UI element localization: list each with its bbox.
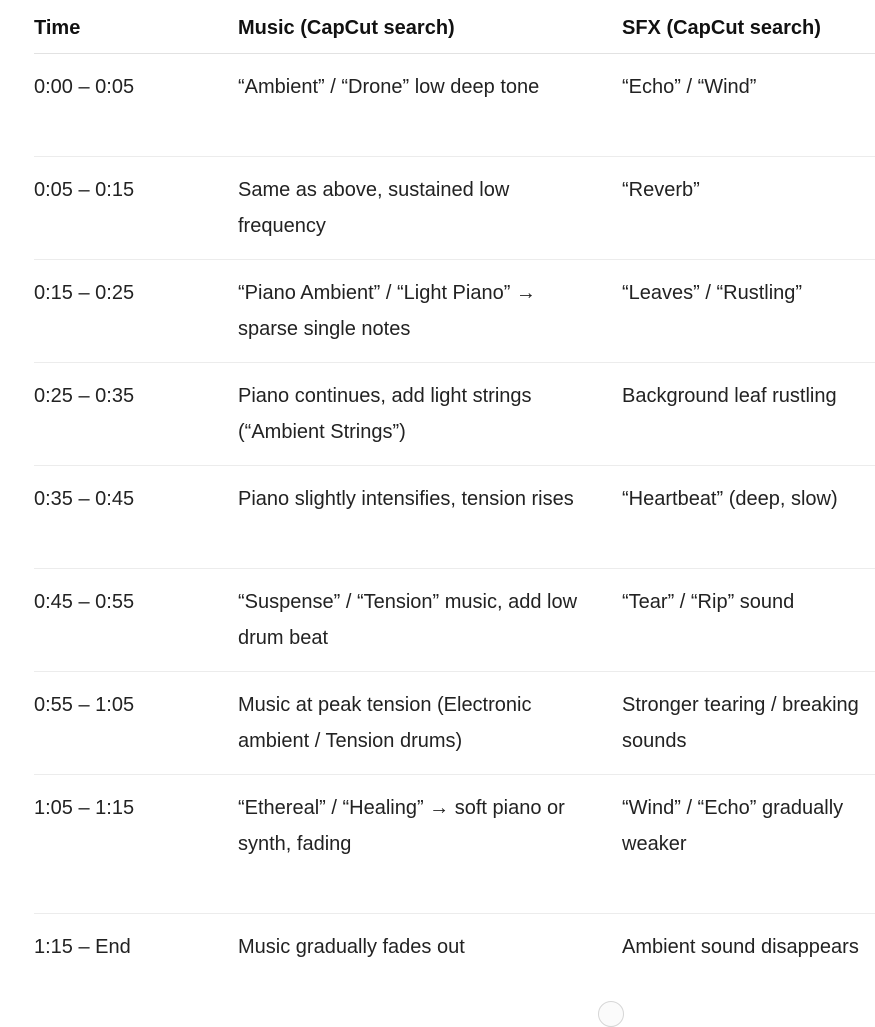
time-cell: 0:45 – 0:55 <box>34 591 135 613</box>
music-cell: Same as above, sustained low frequency <box>238 179 510 237</box>
sfx-cell: “Echo” / “Wind” <box>622 76 757 98</box>
sfx-cell: “Tear” / “Rip” sound <box>622 591 795 613</box>
scroll-down-button[interactable] <box>598 1001 624 1027</box>
time-cell: 1:05 – 1:15 <box>34 797 135 819</box>
table-row <box>34 466 875 569</box>
time-cell: 0:25 – 0:35 <box>34 385 135 407</box>
sfx-cell: “Reverb” <box>622 179 700 201</box>
header-sfx: SFX (CapCut search) <box>622 17 821 39</box>
time-cell: 1:15 – End <box>34 936 131 958</box>
music-cell: Music gradually fades out <box>238 936 465 958</box>
music-cell: “Ambient” / “Drone” low deep tone <box>238 76 540 98</box>
sound-cue-table <box>34 0 875 1014</box>
time-cell: 0:55 – 1:05 <box>34 694 135 716</box>
sfx-cell: “Wind” / “Echo” gradually weaker <box>622 797 844 855</box>
time-cell: 0:05 – 0:15 <box>34 179 135 201</box>
time-cell: 0:15 – 0:25 <box>34 282 135 304</box>
sfx-cell: Stronger tearing / breaking sounds <box>622 694 859 752</box>
table-header-row <box>34 0 875 54</box>
sfx-cell: “Leaves” / “Rustling” <box>622 282 803 304</box>
table-row <box>34 914 875 1014</box>
music-cell: “Ethereal” / “Healing” → soft piano or synth, fading <box>238 797 565 855</box>
table-row <box>34 363 875 466</box>
music-cell: “Piano Ambient” / “Light Piano” → sparse single notes <box>238 282 536 340</box>
table-row <box>34 775 875 914</box>
music-cell: Music at peak tension (Electronic ambient / Tension drums) <box>238 694 532 752</box>
music-cell: Piano slightly intensifies, tension rises <box>238 488 574 510</box>
sfx-cell: “Heartbeat” (deep, slow) <box>622 488 838 510</box>
table-row <box>34 260 875 363</box>
table-row <box>34 54 875 157</box>
header-time: Time <box>34 17 81 39</box>
table-row <box>34 672 875 775</box>
time-cell: 0:00 – 0:05 <box>34 76 135 98</box>
sfx-cell: Ambient sound disappears <box>622 936 859 958</box>
table-row <box>34 157 875 260</box>
header-music: Music (CapCut search) <box>238 17 455 39</box>
music-cell: Piano continues, add light strings (“Ambient Strings”) <box>238 385 532 443</box>
sfx-cell: Background leaf rustling <box>622 385 837 407</box>
music-cell: “Suspense” / “Tension” music, add low drum beat <box>238 591 578 649</box>
table-row <box>34 569 875 672</box>
time-cell: 0:35 – 0:45 <box>34 488 135 510</box>
